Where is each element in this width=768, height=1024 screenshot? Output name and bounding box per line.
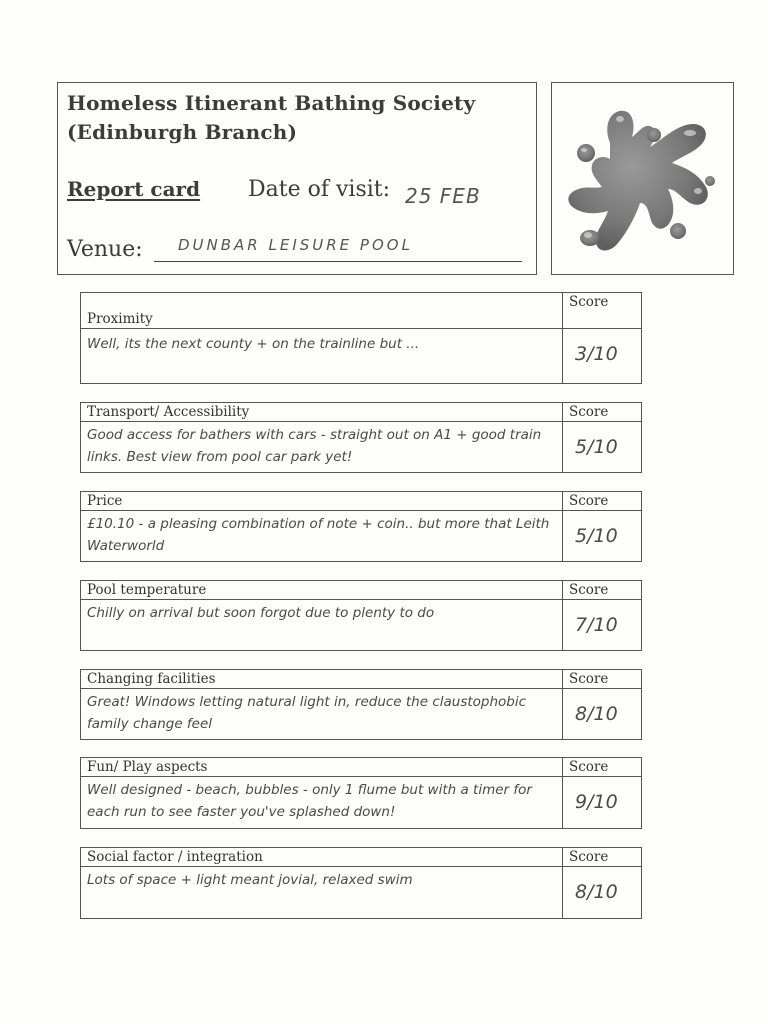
section-proximity [80, 292, 642, 384]
section-header [81, 293, 641, 329]
section-title: Transport/ Accessibility [87, 404, 250, 420]
section-comment: Chilly on arrival but soon forgot due to plenty to do [87, 605, 435, 621]
date-of-visit-value: 25 FEB [405, 184, 481, 208]
section-comment: Well, its the next county + on the trainline but ... [87, 336, 420, 352]
section-comment: £10.10 - a pleasing combination of note + coin.. but more that Leith Waterworld [87, 516, 550, 554]
score-cell [562, 329, 641, 383]
score-cell [562, 422, 641, 472]
score-cell [562, 867, 641, 918]
section-fun-play-aspects [80, 757, 642, 829]
score-value: 8/10 [575, 881, 618, 903]
date-of-visit-label: Date of visit: [248, 177, 391, 202]
score-cell [562, 777, 641, 828]
section-title: Changing facilities [87, 671, 216, 687]
section-header [81, 670, 641, 689]
score-label: Score [569, 294, 609, 310]
paint-splat-icon [560, 93, 725, 265]
score-label: Score [569, 671, 609, 687]
score-value: 5/10 [575, 525, 618, 547]
score-label: Score [569, 759, 609, 775]
section-header [81, 758, 641, 777]
section-pool-temperature [80, 580, 642, 651]
score-value: 7/10 [575, 614, 618, 636]
score-header-cell [562, 403, 641, 421]
venue-underline [154, 261, 522, 262]
section-title: Pool temperature [87, 582, 207, 598]
score-value: 8/10 [575, 703, 618, 725]
org-name-line2: (Edinburgh Branch) [67, 120, 298, 144]
section-transport-accessibility [80, 402, 642, 473]
score-cell [562, 511, 641, 561]
section-header [81, 403, 641, 422]
section-comment: Good access for bathers with cars - straight out on A1 + good train links. Best view from pool car park yet! [87, 427, 542, 465]
score-header-cell [562, 670, 641, 688]
section-header [81, 848, 641, 867]
section-price [80, 491, 642, 562]
section-title: Fun/ Play aspects [87, 759, 208, 775]
score-value: 9/10 [575, 791, 618, 813]
score-cell [562, 689, 641, 739]
score-header-cell [562, 492, 641, 510]
section-title: Price [87, 493, 123, 509]
logo-box [551, 82, 734, 275]
score-header-cell [562, 293, 641, 328]
score-header-cell [562, 758, 641, 776]
org-name-line1: Homeless Itinerant Bathing Society [67, 91, 476, 115]
section-social-factor-integration [80, 847, 642, 919]
section-title: Proximity [87, 311, 153, 327]
score-label: Score [569, 582, 609, 598]
section-comment: Well designed - beach, bubbles - only 1 flume but with a timer for each run to see faster you've splashed down! [87, 782, 532, 820]
venue-label: Venue: [67, 237, 143, 262]
header-box [57, 82, 537, 275]
section-header [81, 581, 641, 600]
section-comment: Lots of space + light meant jovial, relaxed swim [87, 872, 413, 888]
venue-value: DUNBAR LEISURE POOL [178, 236, 413, 254]
score-header-cell [562, 581, 641, 599]
score-cell [562, 600, 641, 650]
score-label: Score [569, 493, 609, 509]
section-changing-facilities [80, 669, 642, 740]
section-title: Social factor / integration [87, 849, 263, 865]
section-header [81, 492, 641, 511]
score-label: Score [569, 404, 609, 420]
score-header-cell [562, 848, 641, 866]
score-value: 3/10 [575, 343, 618, 365]
score-value: 5/10 [575, 436, 618, 458]
section-comment: Great! Windows letting natural light in, reduce the claustophobic family change feel [87, 694, 527, 732]
score-label: Score [569, 849, 609, 865]
report-card-heading: Report card [67, 177, 201, 201]
